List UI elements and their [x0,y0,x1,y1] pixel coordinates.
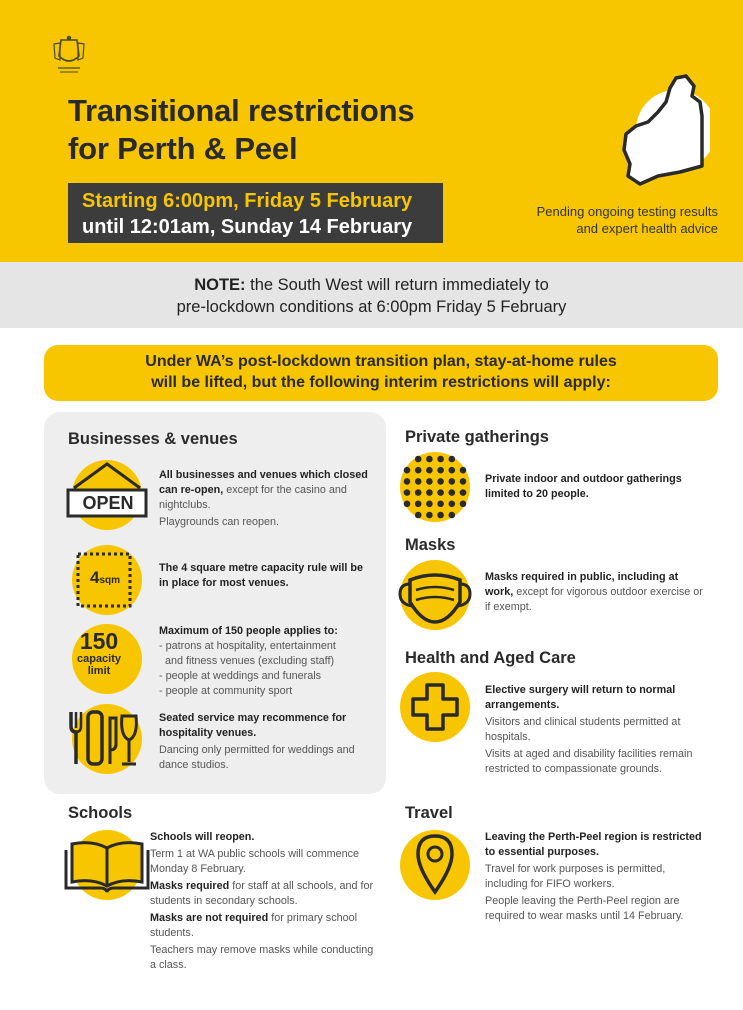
location-pin-circle [400,830,470,900]
dot [426,478,433,485]
businesses-item-4: Seated service may recommence for hospitality venues. Dancing only permitted for weddings and dance studios. [159,712,355,771]
dot [449,489,456,496]
capacity-list-2: - people at weddings and funerals [159,670,322,682]
dot [415,478,422,485]
medical-cross-circle [400,672,470,742]
wa-map-icon [618,72,710,190]
dot [460,467,467,474]
dot [437,489,444,496]
health-text: Elective surgery will return to normal arrangements. Visitors and clinical students permitted at hospitals. Visits at aged and disability facilities remain restricted to compassionate grounds. [485,684,693,775]
note-bar: NOTE: the South West will return immediately to pre-lockdown conditions at 6:00pm Friday 5 February [0,262,743,328]
dot [437,467,444,474]
book-circle [72,830,142,900]
travel-title: Travel [405,804,453,822]
capacity-list-0: - patrons at hospitality, entertainment [159,640,336,652]
dot [449,512,456,519]
sqm-label: 4sqm [89,568,121,587]
dots-circle [400,452,470,522]
location-pin-icon [400,830,470,900]
capacity-list-1: and fitness venues (excluding staff) [159,655,335,667]
capacity-icon: 150 capacity limit [76,628,122,677]
note-label: NOTE: [194,276,246,294]
dot [426,501,433,508]
businesses-item-1: All businesses and venues which closed can re-open, except for the casino and nightclubs. Playgrounds can reopen. [159,469,368,528]
dot [460,501,467,508]
dot [437,512,444,519]
dot [449,456,456,463]
dot [404,489,411,496]
travel-text: Leaving the Perth-Peel region is restricted to essential purposes. Travel for work purposes is permitted, including for FIFO workers. People leaving the Perth-Peel region are required to wear masks until 14 February. [485,831,702,922]
schools-text: Schools will reopen. Term 1 at WA public schools will commence Monday 8 February. Masks required for staff at all schools, and for students in secondary schools. Masks are not required for primary school students. Teachers may remove masks while conducting a class. [150,831,374,971]
page-title: Transitional restrictions for Perth & Peel [68,93,415,166]
dot [426,489,433,496]
cutlery-icon [72,704,142,774]
pending-note: Pending ongoing testing results and expert health advice [536,204,718,236]
dot [426,467,433,474]
dot [460,478,467,485]
schools-title: Schools [68,804,133,822]
masks-text: Masks required in public, including at work, except for vigorous outdoor exercise or if exempt. [485,571,703,613]
businesses-title: Businesses & venues [68,430,238,448]
medical-cross-icon [400,672,470,742]
dot [426,456,433,463]
dot [415,467,422,474]
intro-banner: Under WA’s post-lockdown transition plan, stay-at-home rules will be lifted, but the following interim restrictions will apply: [44,345,718,401]
end-date: until 12:01am, Sunday 14 February [82,216,413,238]
capacity-list-3: - people at community sport [159,685,293,697]
mask-circle [400,560,470,630]
dot [404,478,411,485]
start-date: Starting 6:00pm, Friday 5 February [82,190,413,212]
cutlery-circle [72,704,142,774]
dot [437,478,444,485]
dot [404,467,411,474]
date-range-box [68,183,443,243]
book-icon [72,830,142,900]
private-gatherings-title: Private gatherings [405,428,549,446]
dot [437,456,444,463]
dot [449,501,456,508]
businesses-item-3: Maximum of 150 people applies to: - patrons at hospitality, entertainment and fitness venues (excluding staff) - people at weddings and funerals - people at community sport [159,624,379,699]
crest-icon [48,34,90,76]
header [0,0,743,262]
dot [426,512,433,519]
dot [415,501,422,508]
masks-title: Masks [405,536,456,554]
mask-icon [400,560,470,630]
dot [404,501,411,508]
dots-icon [400,452,470,522]
private-gatherings-text: Private indoor and outdoor gatherings limited to 20 people. [485,473,682,500]
dot [460,489,467,496]
open-sign-text: OPEN [82,493,134,513]
businesses-item-2: The 4 square metre capacity rule will be in place for most venues. [159,562,364,589]
dot [449,467,456,474]
dot [415,489,422,496]
health-title: Health and Aged Care [405,649,576,667]
dot [437,501,444,508]
dot [449,478,456,485]
dot [415,512,422,519]
dot [415,456,422,463]
